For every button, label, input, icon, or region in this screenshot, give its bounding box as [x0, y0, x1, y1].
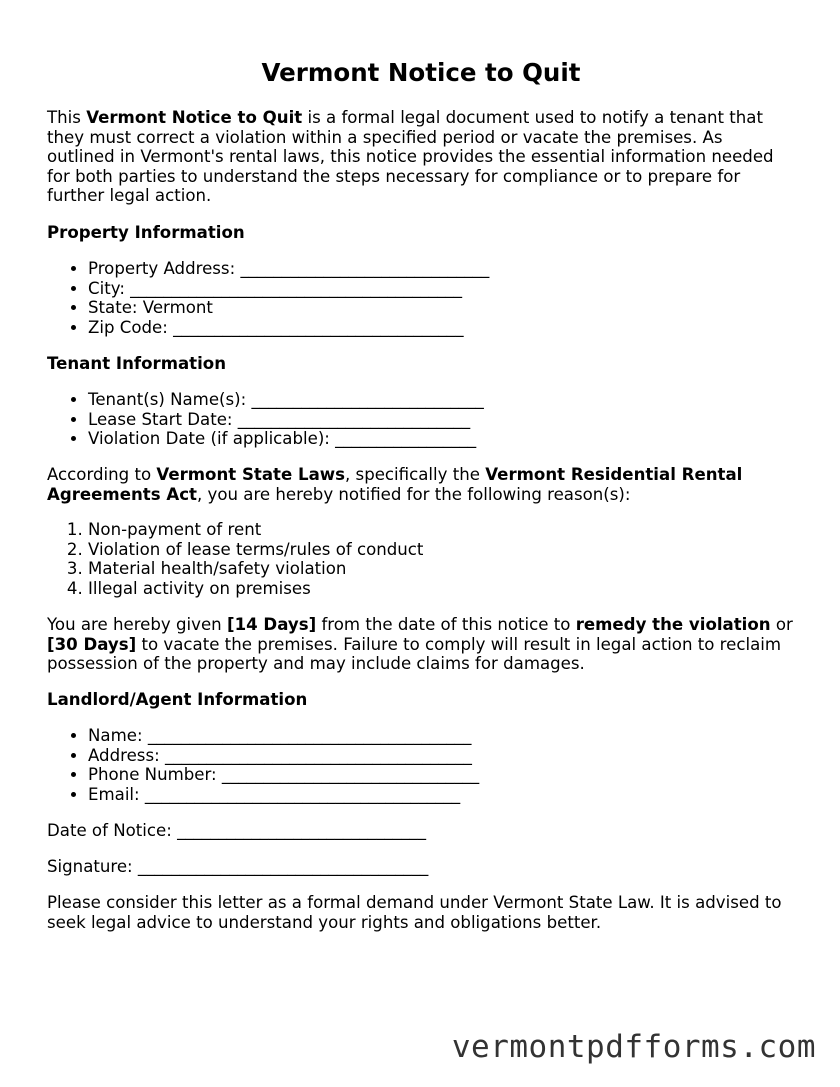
- laws-text-pre: According to: [47, 465, 157, 484]
- reason-item: 3. Material health/safety violation: [88, 559, 836, 579]
- property-zip-field: • Zip Code: ___________________________________: [88, 318, 836, 338]
- timeline-paragraph: [47, 615, 795, 674]
- timeline-text-post: to vacate the premises. Failure to comply will result in legal action to reclaim possession of the property and may include claims for damages.: [47, 634, 782, 674]
- intro-text-bold: Vermont Notice to Quit: [86, 108, 303, 127]
- laws-text-post: , you are hereby notified for the following reason(s):: [196, 484, 631, 504]
- timeline-text-mid1: from the date of this notice to: [316, 615, 576, 634]
- property-state-field: • State: Vermont: [88, 298, 836, 318]
- property-list: [47, 259, 836, 337]
- site-watermark: vermontpdfforms.com: [451, 1029, 816, 1065]
- reason-item: 2. Violation of lease terms/rules of conduct: [88, 540, 836, 560]
- document-title: Vermont Notice to Quit: [261, 58, 581, 87]
- reasons-list: [47, 520, 836, 598]
- laws-paragraph: [47, 465, 795, 504]
- tenant-heading: Tenant Information: [47, 354, 227, 373]
- laws-text-mid: , specifically the: [345, 465, 486, 484]
- reason-item: 1. Non-payment of rent: [88, 520, 836, 540]
- landlord-list: [47, 726, 836, 804]
- intro-text-pre: This: [47, 108, 87, 127]
- lease-start-date-field: • Lease Start Date: ____________________________: [88, 410, 836, 430]
- property-heading: Property Information: [47, 223, 245, 242]
- signature-field: Signature: ___________________________________: [47, 857, 429, 876]
- timeline-remedy-label: remedy the violation: [575, 615, 771, 634]
- landlord-name-field: • Name: _______________________________________: [88, 726, 836, 746]
- timeline-remedy-days: [14 Days]: [226, 615, 317, 634]
- property-city-field: • City: ________________________________________: [88, 279, 836, 299]
- landlord-email-field: • Email: ______________________________________: [88, 785, 836, 805]
- laws-text-bold-state-laws: Vermont State Laws: [156, 465, 345, 484]
- laws-text-bold-act: Vermont Residential Rental Agreements Act: [47, 465, 743, 504]
- property-address-field: • Property Address: ______________________________: [88, 259, 836, 279]
- intro-text-post: is a formal legal document used to notify a tenant that they must correct a violation within a specified period or vacate the premises. As outlined in Vermont's rental laws, this notice provides the essential information needed for both parties to understand the steps necessary for compliance or to prepare for further legal action.: [47, 108, 774, 206]
- tenant-name-field: • Tenant(s) Name(s): ____________________________: [88, 390, 836, 410]
- reason-item: 4. Illegal activity on premises: [88, 579, 836, 599]
- landlord-heading: Landlord/Agent Information: [47, 690, 308, 709]
- closing-paragraph: Please consider this letter as a formal demand under Vermont State Law. It is advised to seek legal advice to understand your rights and obligations better.: [47, 893, 782, 932]
- timeline-vacate-days: [30 Days]: [47, 634, 137, 654]
- violation-date-field: • Violation Date (if applicable): _________________: [88, 429, 836, 449]
- landlord-address-field: • Address: _____________________________________: [88, 746, 836, 766]
- landlord-phone-field: • Phone Number: _______________________________: [88, 765, 836, 785]
- date-of-notice-field: Date of Notice: ______________________________: [47, 821, 426, 840]
- intro-paragraph: [47, 108, 795, 206]
- timeline-text-mid2: or: [770, 615, 793, 634]
- tenant-list: [47, 390, 836, 449]
- timeline-text-pre: You are hereby given: [47, 615, 227, 634]
